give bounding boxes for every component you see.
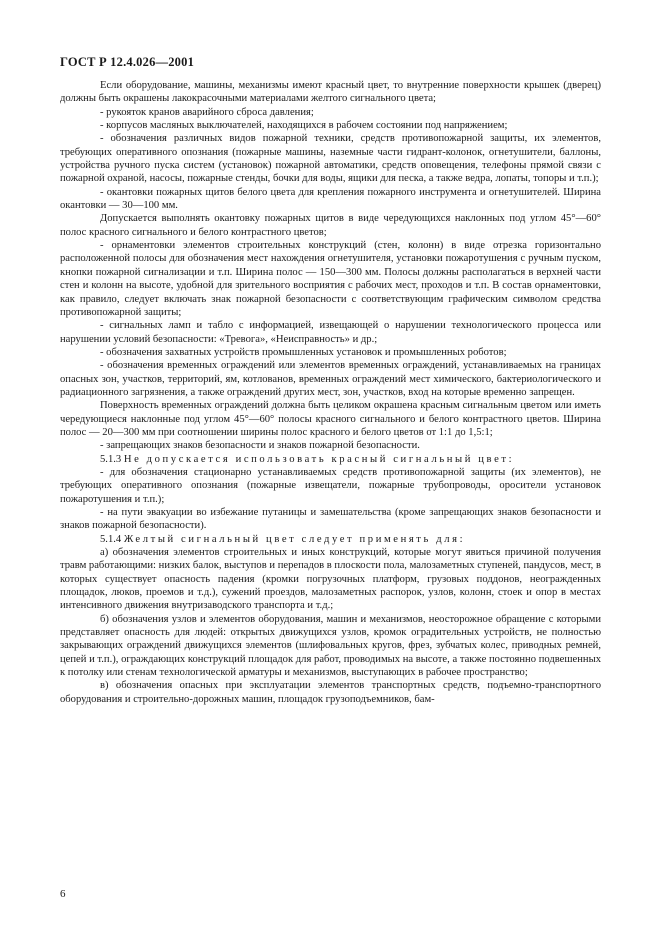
list-item: - обозначения различных видов пожарной техники, средств противопожарной защиты, их элементов, требующих оперативного опознания (пожарные машины, наземные части гидрант-колонок, огнетушители, баллоны, устройства ручного пуска систем (установок) пожарной автоматики, средств оповещения, телефоны прямой связи с пожарной охраной, насосы, пожарные стенды, бочки для воды, ящики для песка, а также ведра, лопаты, топоры и т.п.); [60,133,601,185]
section-heading-text: Желтый сигнальный цвет следует применять для: [123,533,466,545]
list-item: - окантовки пожарных щитов белого цвета для крепления пожарного инструмента и огнетушителей. Ширина окантовки — 30—100 мм. [60,186,601,212]
section-5-1-3-heading [60,453,601,466]
list-item: в) обозначения опасных при эксплуатации элементов транспортных средств, подъемно-транспортного оборудования и строительно-дорожных машин, площадок грузоподъемников, бам- [60,680,601,705]
section-number: 5.1.4 [100,533,122,545]
document-header: ГОСТ Р 12.4.026—2001 [60,55,195,69]
list-item: - для обозначения стационарно устанавливаемых средств противопожарной защиты (их элементов), не требующих оперативного опознания (пожарные извещатели, пожарные трубопроводы, оросители установок пожаротушения и т.п.); [60,466,601,505]
section-heading-text: Не допускается использовать красный сигнальный цвет: [123,453,515,465]
list-item: - запрещающих знаков безопасности и знаков пожарной безопасности. [100,440,420,452]
section-number: 5.1.3 [100,453,122,465]
list-item: - сигнальных ламп и табло с информацией, извещающей о нарушении технологического процесса или нарушении условий безопасности: «Тревога», «Неисправность» и др.; [60,320,601,345]
list-item: - орнаментовки элементов строительных конструкций (стен, колонн) в виде отрезка горизонтально расположенной полосы для обозначения мест нахождения огнетушителя, установки пожаротушения с ручным пуском, кнопки пожарной сигнализации и т.п. Ширина полос — 150—300 мм. Полосы должны располагаться в верхней части стен и колонн на высоте, удобной для зрительного восприятия с рабочих мест, проходов и т.п. В состав орнаментовки, как правило, следует включать знак пожарной безопасности с соответствующим графическим символом средства противопожарной защиты; [60,240,601,318]
list-item: - на пути эвакуации во избежание путаницы и замешательства (кроме запрещающих знаков безопасности и знаков пожарной безопасности). [60,507,601,532]
list-item: - обозначения захватных устройств промышленных установок и промышленных роботов; [100,346,507,358]
paragraph: Поверхность временных ограждений должна быть целиком окрашена красным сигнальным цветом или иметь чередующиеся наклонные под углом 45°—60° полосы красного сигнального и белого контрастного цветов. Ширина полос — 20—300 мм при соотношении ширины полос красного и белого цветов от 1:1 до 1,5:1; [60,400,601,438]
list-item: - рукояток кранов аварийного сброса давления; [100,106,314,118]
page-number: 6 [60,888,66,900]
document-body [60,79,601,706]
paragraph: Допускается выполнять окантовку пожарных щитов в виде чередующихся наклонных под углом 45°—60° полос красного сигнального и белого контрастного цветов; [60,213,601,238]
paragraph: Если оборудование, машины, механизмы имеют красный цвет, то внутренние поверхности крышек (дверец) должны быть окрашены лакокрасочными материалами желтого сигнального цвета; [60,80,601,105]
section-5-1-4-heading [60,533,601,546]
list-item: - корпусов масляных выключателей, находящихся в рабочем состоянии под напряжением; [100,120,508,132]
list-item: а) обозначения элементов строительных и иных конструкций, которые могут явиться причиной получения травм работающими: низких балок, выступов и перепадов в плоскости пола, малозаметных ступеней, пандусов, мест, в которых существует опасность падения (кромки погрузочных платформ, грузовых поддонов, неогражденных площадок, люков, проемов и т.д.), сужений проездов, малозаметных распорок, узлов, колонн, стоек и опор в местах интенсивного движения внутризаводского транспорта и т.д.; [60,547,601,612]
list-item: б) обозначения узлов и элементов оборудования, машин и механизмов, неосторожное обращение с которыми представляет опасность для людей: открытых движущихся узлов, кромок оградительных устройств, не полностью закрывающих ограждений движущихся элементов (шлифовальных кругов, фрез, зубчатых колес, приводных ремней, цепей и т.п.), ограждающих конструкций площадок для работ, проводимых на высоте, а также постоянно подвешенных к потолку или стенам технологической арматуры и механизмов, выступающих в рабочее пространство; [60,613,601,679]
list-item: - обозначения временных ограждений или элементов временных ограждений, устанавливаемых на границах опасных зон, участков, территорий, ям, котлованов, временных ограждений мест химического, бактериологического и радиационного загрязнения, а также ограждений других мест, зон, участков, вход на которые временно запрещен. [60,360,601,398]
